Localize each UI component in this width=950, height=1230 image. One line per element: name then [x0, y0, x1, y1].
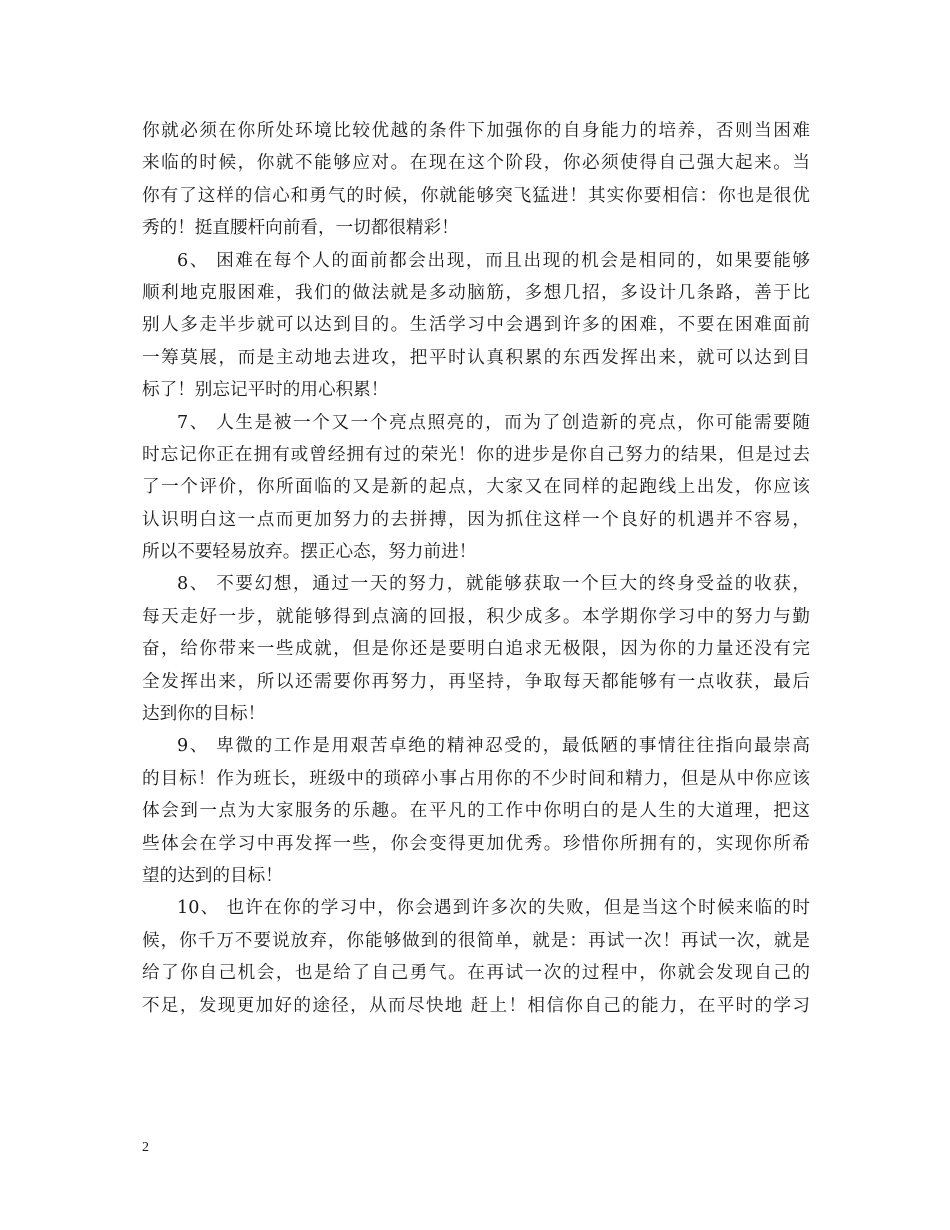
paragraph — [142, 245, 810, 407]
text-line: 每天走好一步，就能够得到点滴的回报，积少成多。本学期你学习中的努力与勤 — [142, 606, 810, 627]
text-line: 时忘记你正在拥有或曾经拥有过的荣光！你的进步是你自己努力的结果，但是过去 — [142, 444, 810, 465]
text-line: 达到你的目标！ — [142, 704, 266, 725]
text-line: 别人多走半步就可以达到目的。生活学习中会遇到许多的困难，不要在困难面前 — [142, 315, 810, 336]
text-line: 10、 也许在你的学习中，你会遇到许多次的失败，但是当这个时候来临的时 — [177, 898, 810, 919]
text-line: 7、 人生是被一个又一个亮点照亮的，而为了创造新的亮点，你可能需要随 — [177, 412, 810, 433]
text-line: 体会到一点为大家服务的乐趣。在平凡的工作中你明白的是人生的大道理，把这 — [142, 801, 810, 822]
text-line: 顺利地克服困难，我们的做法就是多动脑筋，多想几招，多设计几条路，善于比 — [142, 282, 810, 303]
page-number: 2 — [142, 1140, 149, 1155]
text-line: 望的达到的目标！ — [142, 865, 283, 886]
text-line: 6、 困难在每个人的面前都会出现，而且出现的机会是相同的，如果要能够 — [177, 250, 810, 271]
paragraph — [142, 407, 810, 569]
text-line: 秀的！挺直腰杆向前看，一切都很精彩！ — [142, 218, 459, 239]
text-line: 你有了这样的信心和勇气的时候，你就能够突飞猛进！其实你要相信：你也是很优 — [142, 185, 810, 206]
text-line: 一筹莫展，而是主动地去进攻，把平时认真积累的东西发挥出来，就可以达到目 — [142, 347, 810, 368]
text-line: 些体会在学习中再发挥一些，你会变得更加优秀。珍惜你所拥有的，实现你所希 — [142, 833, 810, 854]
text-line: 来临的时候，你就不能够应对。在现在这个阶段，你必须使得自己强大起来。当 — [142, 153, 810, 174]
paragraph — [142, 568, 810, 730]
text-line: 全发挥出来，所以还需要你再努力，再坚持，争取每天都能够有一点收获，最后 — [142, 671, 810, 692]
text-line: 标了！别忘记平时的用心积累！ — [142, 380, 389, 401]
text-line: 的目标！作为班长，班级中的琐碎小事占用你的不少时间和精力，但是从中你应该 — [142, 768, 810, 789]
text-line: 候，你千万不要说放弃，你能够做到的很简单，就是：再试一次！再试一次，就是 — [142, 930, 810, 951]
text-line: 给了你自己机会，也是给了自己勇气。在再试一次的过程中，你就会发现自己的 — [142, 963, 810, 984]
body-text — [142, 115, 810, 1022]
text-line: 不足，发现更加好的途径，从而尽快地 赶上！相信你自己的能力，在平时的学习 — [142, 995, 810, 1016]
paragraph — [142, 730, 810, 892]
paragraph — [142, 115, 810, 245]
text-line: 所以不要轻易放弃。摆正心态，努力前进！ — [142, 542, 477, 563]
paragraph — [142, 892, 810, 1022]
text-line: 你就必须在你所处环境比较优越的条件下加强你的自身能力的培养，否则当困难 — [142, 121, 810, 141]
text-line: 认识明白这一点而更加努力的去拼搏，因为抓住这样一个良好的机遇并不容易， — [142, 509, 810, 530]
text-line: 8、 不要幻想，通过一天的努力，就能够获取一个巨大的终身受益的收获， — [177, 574, 810, 595]
text-line: 了一个评价，你所面临的又是新的起点，大家又在同样的起跑线上出发，你应该 — [142, 477, 810, 498]
text-line: 奋，给你带来一些成就，但是你还是要明白追求无极限，因为你的力量还没有完 — [142, 639, 810, 660]
text-line: 9、 卑微的工作是用艰苦卓绝的精神忍受的，最低陋的事情往往指向最崇高 — [177, 736, 810, 757]
